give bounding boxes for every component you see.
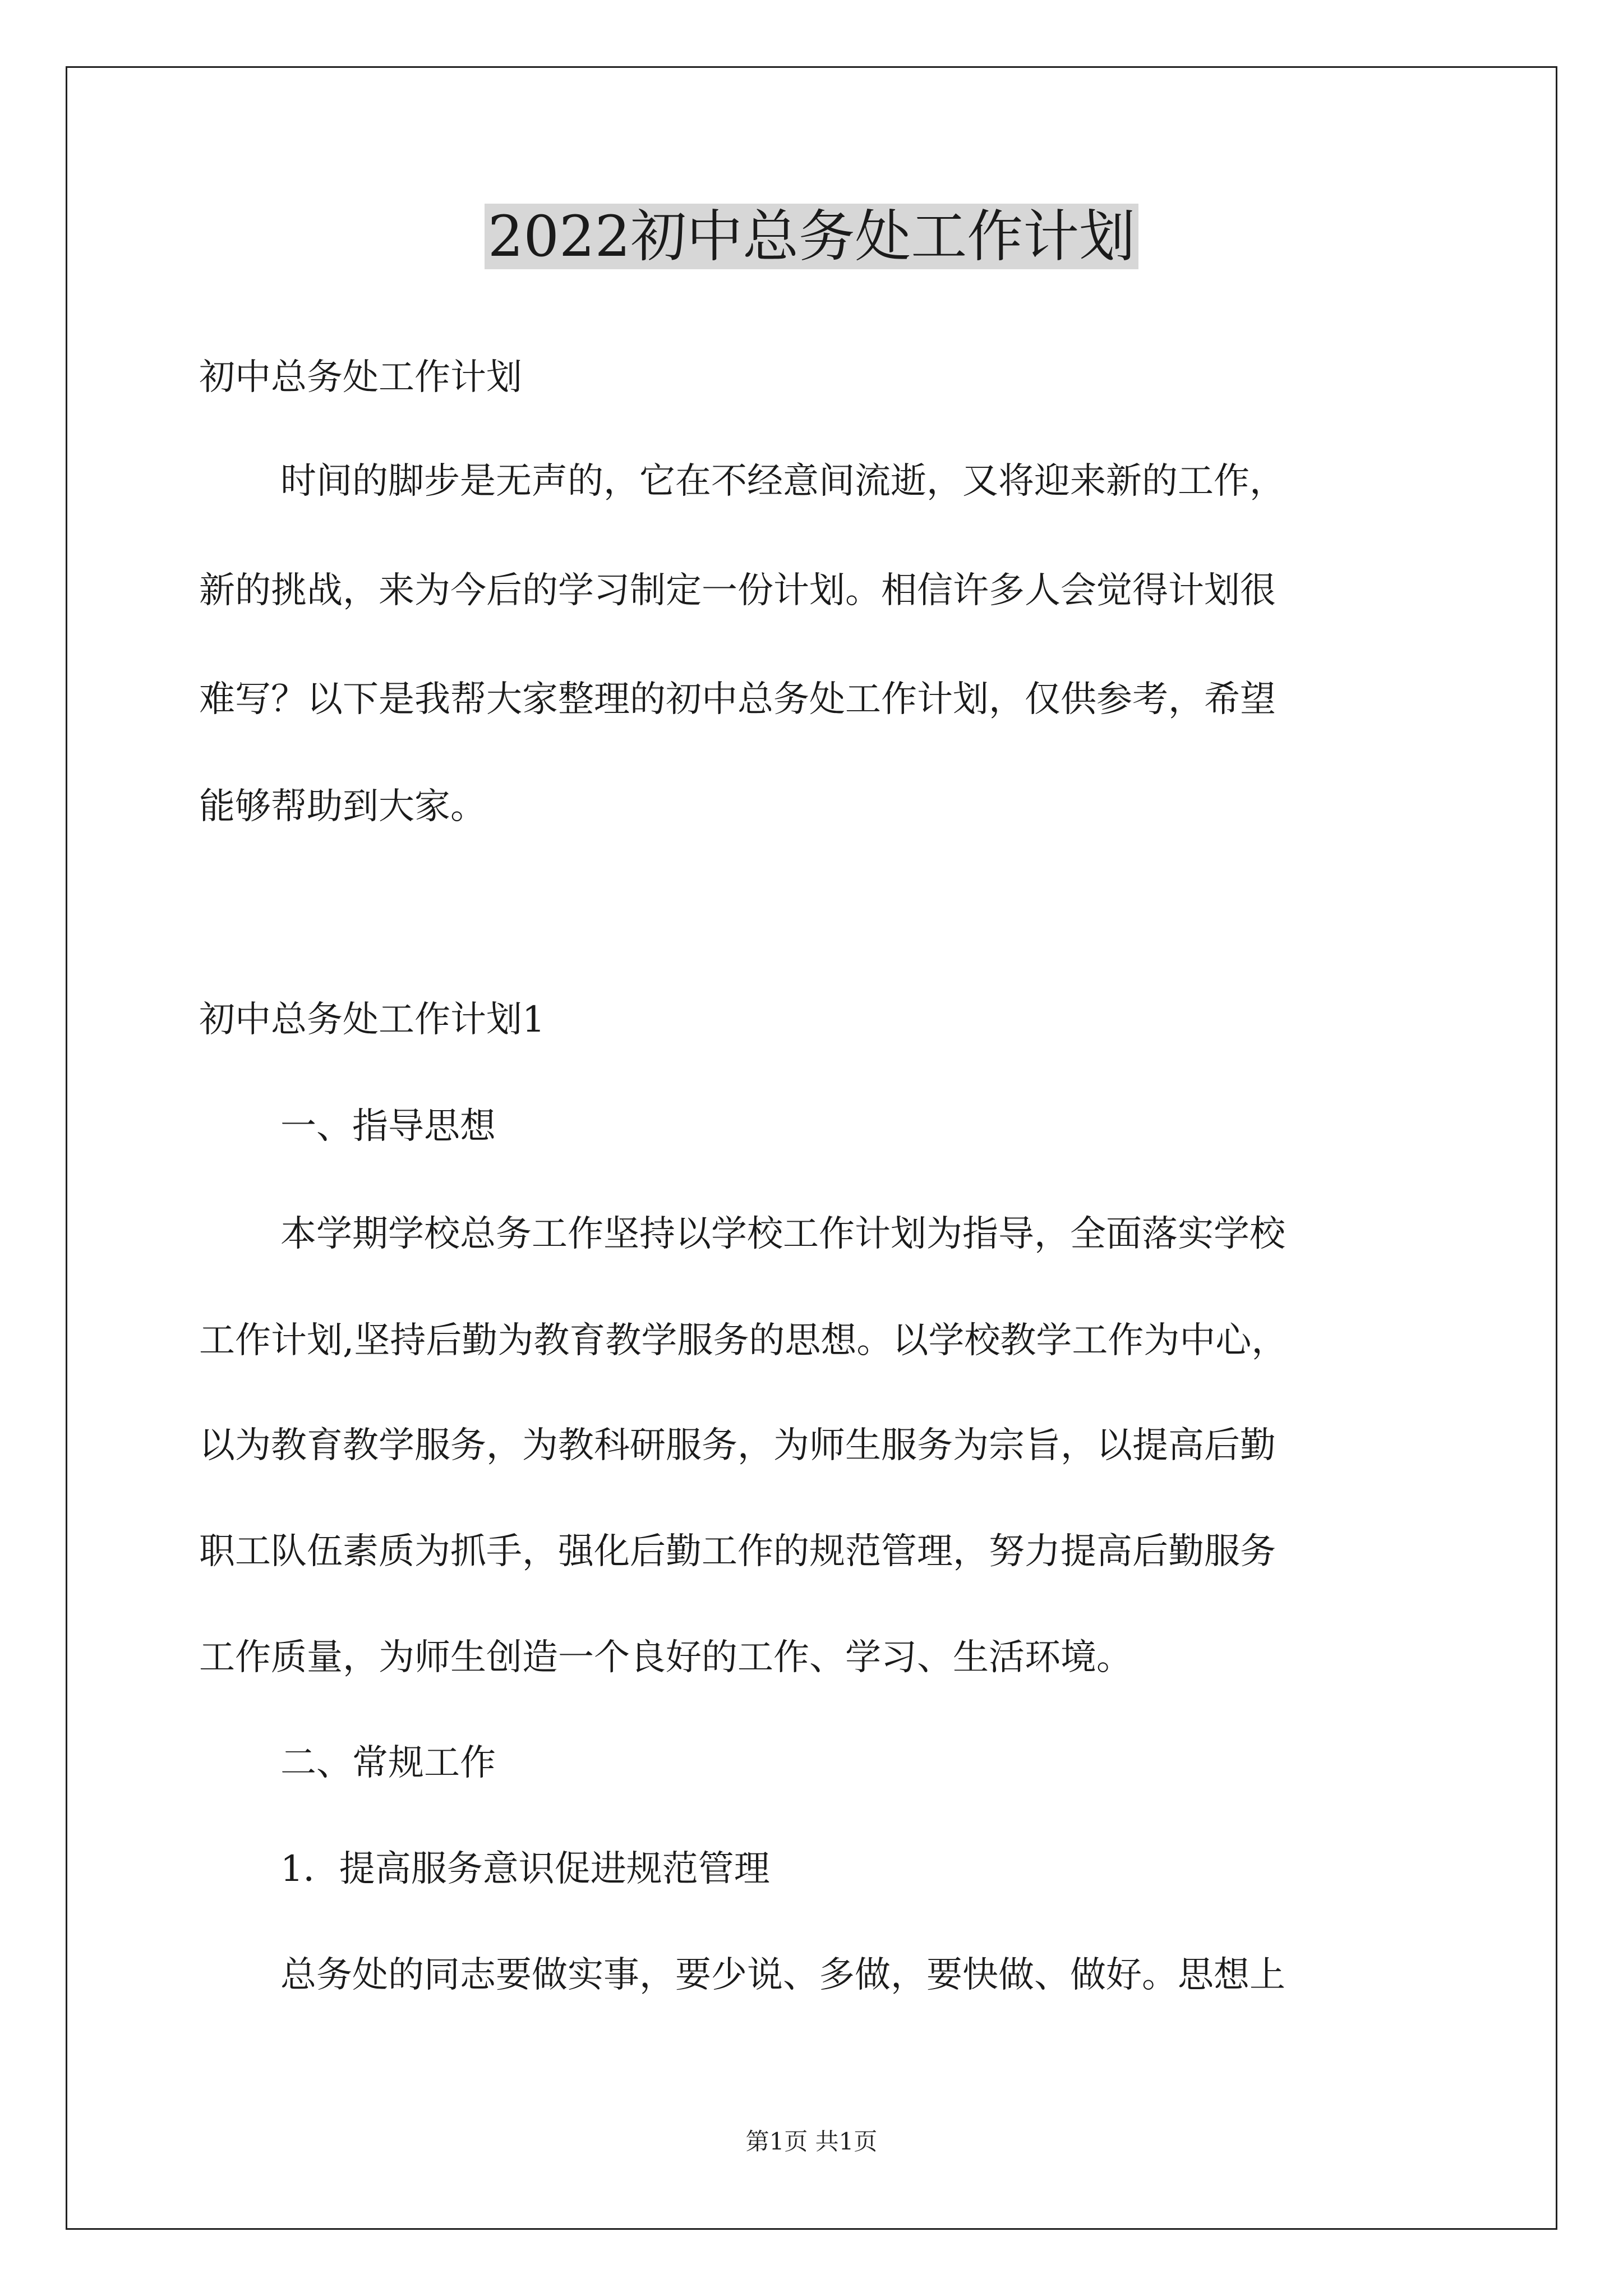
numbered-heading: 1．提高服务意识促进规范管理 — [280, 1848, 770, 1890]
subtitle: 初中总务处工作计划 — [199, 357, 522, 398]
document-title-text: 2022初中总务处工作计划 — [485, 204, 1139, 269]
subsection-heading: 一、指导思想 — [280, 1106, 496, 1147]
paragraph-line: 以为教育教学服务，为教科研服务，为师生服务为宗旨，以提高后勤 — [199, 1425, 1276, 1466]
page-footer: 第1页 共1页 — [745, 2128, 878, 2155]
document-title — [0, 197, 1623, 276]
paragraph-line: 职工队伍素质为抓手，强化后勤工作的规范管理，努力提高后勤服务 — [199, 1531, 1276, 1572]
subsection-heading: 二、常规工作 — [280, 1742, 496, 1784]
paragraph-line: 本学期学校总务工作坚持以学校工作计划为指导，全面落实学校 — [280, 1213, 1285, 1255]
paragraph-line: 新的挑战，来为今后的学习制定一份计划。相信许多人会觉得计划很 — [199, 570, 1276, 611]
paragraph-line: 难写？以下是我帮大家整理的初中总务处工作计划，仅供参考，希望 — [199, 679, 1276, 720]
paragraph-line: 工作计划,坚持后勤为教育教学服务的思想。以学校教学工作为中心， — [199, 1320, 1288, 1361]
paragraph-line: 总务处的同志要做实事，要少说、多做，要快做、做好。思想上 — [280, 1954, 1285, 1996]
paragraph-line: 时间的脚步是无声的，它在不经意间流逝，又将迎来新的工作， — [280, 461, 1285, 502]
section-heading: 初中总务处工作计划1 — [199, 999, 545, 1041]
paragraph-line: 工作质量，为师生创造一个良好的工作、学习、生活环境。 — [199, 1637, 1132, 1678]
paragraph-line: 能够帮助到大家。 — [199, 786, 486, 827]
